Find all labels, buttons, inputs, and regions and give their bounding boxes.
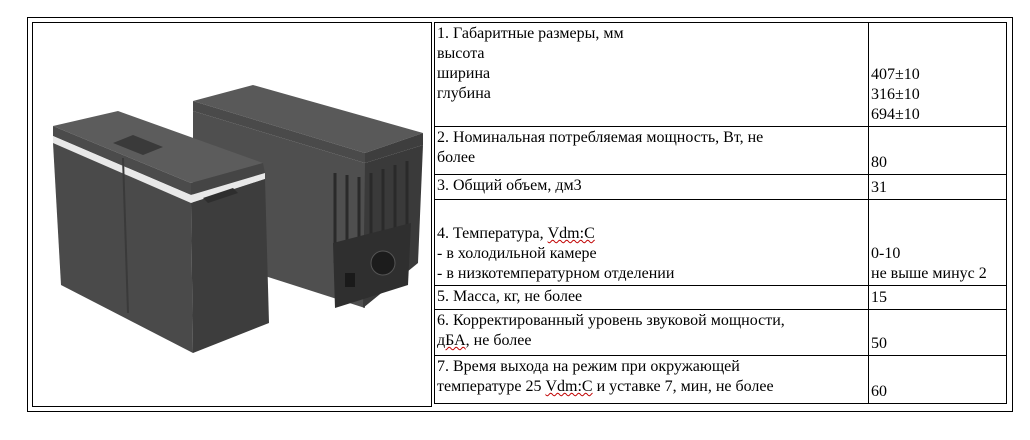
spec-label-line: - в низкотемпературном отделении (437, 265, 675, 282)
spec-value (869, 127, 1007, 175)
spec-label-text: и уставке 7, мин, не более (592, 378, 774, 395)
spec-label-line: ширина (437, 65, 491, 82)
spec-value-line: 31 (871, 179, 887, 196)
spec-label-line: дБА, не более (437, 332, 532, 349)
spec-label-line: глубина (437, 85, 491, 102)
spec-label (435, 200, 869, 286)
spec-label (435, 356, 869, 404)
spec-label-line (437, 224, 866, 244)
spec-value-line: 0-10 (871, 245, 901, 262)
spec-value (869, 286, 1007, 310)
spec-label (435, 286, 869, 310)
spec-label-text: температуре 25 (437, 378, 546, 395)
temperature-unit: Vdm:C (547, 225, 595, 242)
unit-text: дБА (437, 332, 466, 349)
spec-label-line: 2. Номинальная потребляемая мощность, Вт, не (437, 129, 764, 146)
spec-label (435, 175, 869, 200)
spec-label-line: 7. Время выхода на режим при окружающей (437, 358, 740, 375)
refrigerator-product-image (33, 23, 431, 406)
spec-label-line: 1. Габаритные размеры, мм (437, 25, 624, 42)
specifications-table (434, 22, 1007, 404)
table-row (435, 310, 1007, 356)
spec-value-line: 694±10 (871, 106, 920, 123)
table-row (435, 175, 1007, 200)
spec-label-line (437, 377, 866, 397)
spec-sheet (27, 17, 1013, 412)
product-image-cell (32, 22, 432, 407)
spec-value (869, 356, 1007, 404)
table-row (435, 286, 1007, 310)
spec-label-line: более (437, 149, 476, 166)
spec-label (435, 23, 869, 127)
table-row (435, 200, 1007, 286)
spec-value-line: 407±10 (871, 66, 920, 83)
temperature-unit: Vdm:C (545, 378, 593, 395)
spec-label (435, 127, 869, 175)
spec-value-line: 80 (871, 154, 887, 171)
spec-value-line: 316±10 (871, 86, 920, 103)
spec-label-text: 4. Температура, (437, 225, 548, 242)
spec-value (869, 310, 1007, 356)
spec-value (869, 175, 1007, 200)
table-row (435, 127, 1007, 175)
spec-value (869, 200, 1007, 286)
spec-label-line: 3. Общий объем, дм3 (437, 177, 582, 194)
table-row (435, 356, 1007, 404)
spec-value (869, 23, 1007, 127)
spec-label (435, 310, 869, 356)
spec-label-line: высота (437, 45, 485, 62)
spec-value-line: 60 (871, 383, 887, 400)
spec-label-line: 5. Масса, кг, не более (437, 288, 583, 305)
table-row (435, 23, 1007, 127)
spec-value-line: 50 (871, 335, 887, 352)
spec-label-line: - в холодильной камере (437, 245, 597, 262)
spec-value-line: не выше минус 2 (871, 265, 987, 282)
spec-value-line: 15 (871, 289, 887, 306)
spec-label-line: 6. Корректированный уровень звуковой мощности, (437, 312, 785, 329)
